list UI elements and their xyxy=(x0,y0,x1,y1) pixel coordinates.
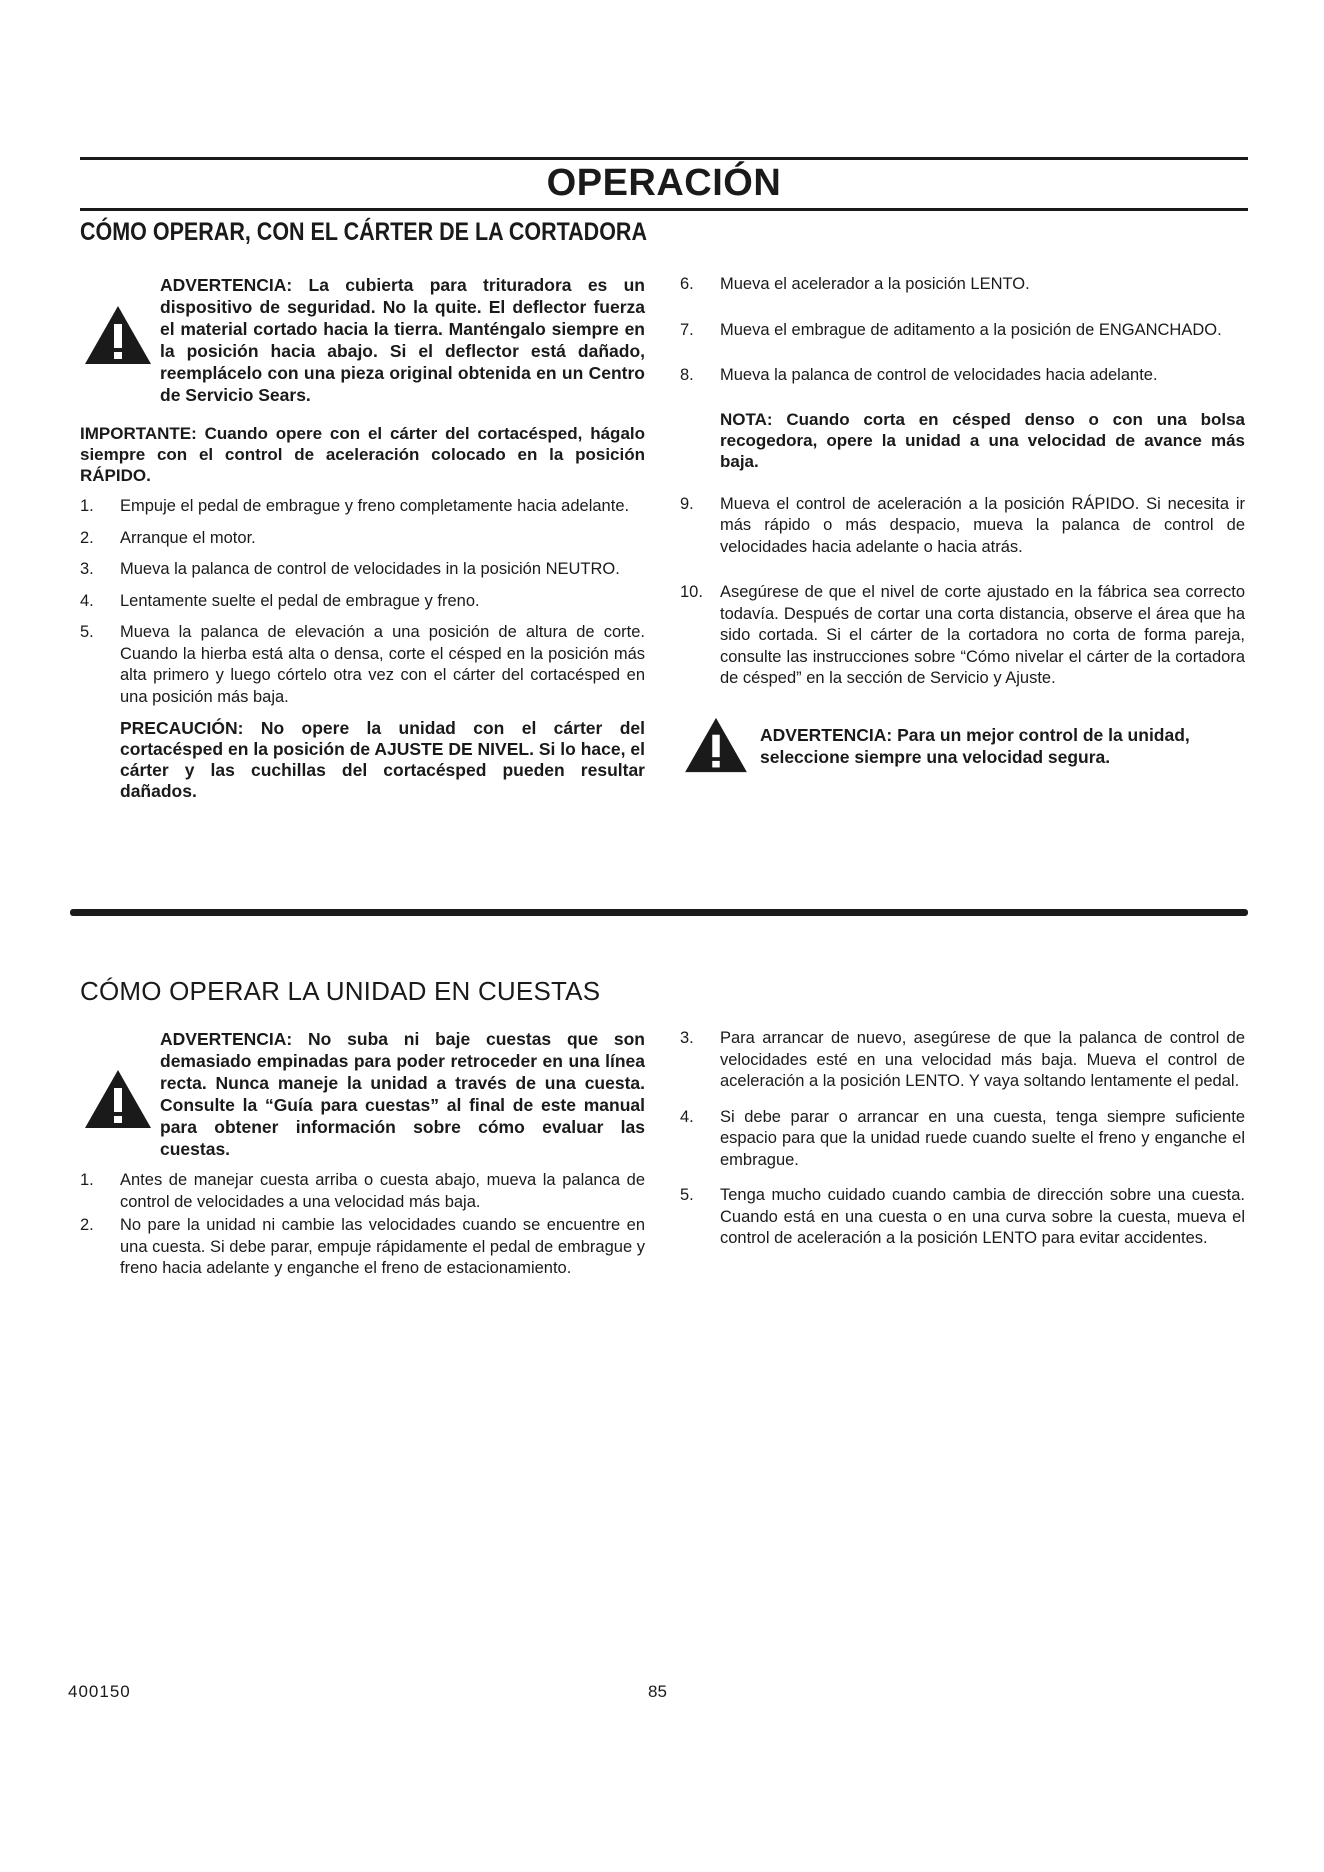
title-underline-rule xyxy=(80,208,1248,211)
info-note: NOTA: Cuando corta en césped denso o con una bolsa recogedora, opere la unidad a una velocidad de avance más baja. xyxy=(720,409,1245,471)
warning-block xyxy=(680,724,1245,768)
list-item: 9. Mueva el control de aceleración a la posición RÁPIDO. Si necesita ir más rápido o más despacio, mueva la palanca de control de velocidades hacia adelante o hacia atrás. xyxy=(680,494,1245,556)
steps-list xyxy=(680,1028,1245,1250)
warning-text: ADVERTENCIA: Para un mejor control de la unidad, seleccione siempre una velocidad segura. xyxy=(760,724,1190,767)
list-item: 4. Lentamente suelte el pedal de embrague y freno. xyxy=(80,591,480,610)
steps-list xyxy=(680,274,1245,387)
section2-right-column xyxy=(680,1028,1245,1260)
list-item: 2. No pare la unidad ni cambie las velocidades cuando se encuentre en una cuesta. Si debe parar, empuje rápidamente el pedal de embrague y freno hacia adelante y enganche el freno de estacionamiento. xyxy=(80,1216,645,1277)
steps-list xyxy=(80,1170,645,1280)
steps-list xyxy=(680,494,1245,690)
page-number: 85 xyxy=(648,1682,667,1701)
section-divider xyxy=(70,909,1248,916)
list-item: 6. Mueva el acelerador a la posición LENTO. xyxy=(680,275,1030,293)
warning-triangle-icon xyxy=(683,716,749,774)
section-title: CÓMO OPERAR, CON EL CÁRTER DE LA CORTADORA xyxy=(80,218,647,246)
list-item: 5. Mueva la palanca de elevación a una posición de altura de corte. Cuando la hierba está alta o densa, corte el césped en la posición más alta primero y luego córtelo otra vez con el cárter del cortacésped en una posición más baja. xyxy=(80,623,645,706)
list-item: 2. Arranque el motor. xyxy=(80,528,256,547)
warning-block xyxy=(80,1028,645,1160)
list-item: 4. Si debe parar o arrancar en una cuesta, tenga siempre suficiente espacio para que la unidad ruede cuando suelte el freno y enganche el embrague. xyxy=(680,1107,1245,1169)
warning-triangle-icon xyxy=(83,304,153,366)
list-item: 1. Antes de manejar cuesta arriba o cuesta abajo, mueva la palanca de control de velocidades a una velocidad más baja. xyxy=(80,1171,645,1211)
caution-note: PRECAUCIÓN: No opere la unidad con el cárter del cortacésped en la posición de AJUSTE DE NIVEL. Si lo hace, el cárter y las cuchillas del cortacésped pueden resultar dañados. xyxy=(120,718,645,801)
document-code: 400150 xyxy=(68,1682,131,1701)
important-note: IMPORTANTE: Cuando opere con el cárter del cortacésped, hágalo siempre con el control de aceleración colocado en la posición RÁPIDO. xyxy=(80,424,645,485)
warning-text: ADVERTENCIA: No suba ni baje cuestas que son demasiado empinadas para poder retroceder en una línea recta. Nunca maneje la unidad a través de una cuesta. Consulte la “Guía para cuestas” al final de este manual para obtener información sobre cómo evaluar las cuestas. xyxy=(160,1029,645,1159)
steps-list xyxy=(80,496,645,708)
list-item: 5. Tenga mucho cuidado cuando cambia de dirección sobre una cuesta. Cuando está en una cuesta o en una curva sobre la cuesta, mueva el control de aceleración a la posición LENTO para evitar accidentes. xyxy=(680,1186,1245,1247)
page-title: OPERACIÓN xyxy=(546,162,782,204)
list-item: 3. Mueva la palanca de control de velocidades in la posición NEUTRO. xyxy=(80,560,620,578)
section2-left-column xyxy=(80,1028,645,1290)
section1-left-column xyxy=(80,274,645,802)
list-item: 1. Empuje el pedal de embrague y freno completamente hacia adelante. xyxy=(80,497,630,515)
list-item: 8. Mueva la palanca de control de velocidades hacia adelante. xyxy=(680,366,1158,384)
list-item: 7. Mueva el embrague de aditamento a la posición de ENGANCHADO. xyxy=(680,320,1222,339)
section-title: CÓMO OPERAR LA UNIDAD EN CUESTAS xyxy=(80,976,601,1006)
list-item: 10. Asegúrese de que el nivel de corte ajustado en la fábrica sea correcto todavía. Después de cortar una corta distancia, observe el área que ha sido cortada. Si el cárter de la cortadora no corta de forma pareja, consulte las instrucciones sobre “Cómo nivelar el cárter de la cortadora de césped” en la sección de Servicio y Ajuste. xyxy=(680,583,1245,687)
warning-text: ADVERTENCIA: La cubierta para trituradora es un dispositivo de seguridad. No la quite. El deflector fuerza el material cortado hacia la tierra. Manténgalo siempre en la posición hacia abajo. Si el deflector está dañado, reemplácelo con una pieza original obtenida en un Centro de Servicio Sears. xyxy=(160,275,645,405)
list-item: 3. Para arrancar de nuevo, asegúrese de que la palanca de control de velocidades esté en una velocidad más baja. Mueva el control de aceleración a la posición LENTO. Y vaya soltando lentamente el pedal. xyxy=(680,1029,1245,1090)
warning-triangle-icon xyxy=(83,1068,153,1130)
warning-block xyxy=(80,274,645,406)
section1-right-column xyxy=(680,274,1245,768)
